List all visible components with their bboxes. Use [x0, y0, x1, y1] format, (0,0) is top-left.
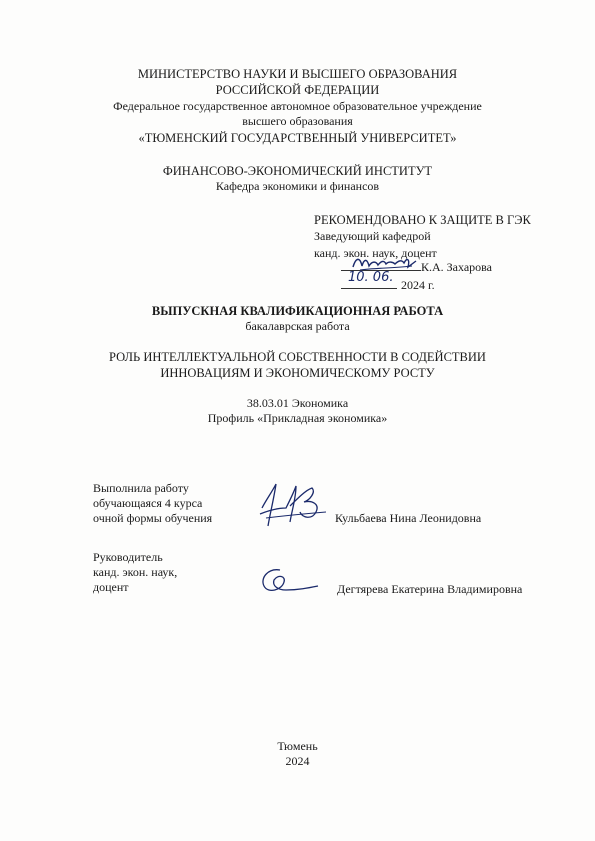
approval-block: [314, 212, 531, 261]
head-name: К.А. Захарова: [421, 260, 493, 274]
institution-line-2: высшего образования: [242, 114, 353, 128]
institute-name: ФИНАНСОВО-ЭКОНОМИЧЕСКИЙ ИНСТИТУТ: [162, 164, 433, 178]
author-line-2: обучающаяся 4 курса: [93, 496, 203, 510]
university-name: «ТЮМЕНСКИЙ ГОСУДАРСТВЕННЫЙ УНИВЕРСИТЕТ»: [138, 131, 457, 145]
author-signature-icon: [256, 478, 334, 530]
institution-line-1: Федеральное государственное автономное образовательное учреждение: [113, 99, 482, 113]
department-name: Кафедра экономики и финансов: [215, 179, 380, 193]
work-title-line-2: ИННОВАЦИЯМ И ЭКОНОМИЧЕСКОМУ РОСТУ: [160, 366, 435, 380]
author-line-1: Выполнила работу: [93, 481, 189, 495]
specialty-block: [0, 396, 595, 426]
institute-block: [0, 163, 595, 194]
work-title-block: [0, 349, 595, 381]
work-type-block: [0, 303, 595, 334]
author-line-3: очной формы обучения: [93, 511, 213, 525]
supervisor-signature-icon: [256, 564, 322, 596]
supervisor-line-1: Руководитель: [93, 550, 163, 564]
author-block: [93, 481, 212, 526]
approval-role: Заведующий кафедрой: [314, 229, 431, 243]
supervisor-block: [93, 550, 177, 595]
work-type: ВЫПУСКНАЯ КВАЛИФИКАЦИОННАЯ РАБОТА: [151, 304, 444, 318]
specialty-code: 38.03.01 Экономика: [246, 396, 349, 410]
specialty-profile: Профиль «Прикладная экономика»: [207, 411, 388, 425]
approval-degree: канд. экон. наук, доцент: [314, 246, 437, 260]
footer-year: 2024: [285, 754, 310, 768]
header-block: [0, 66, 595, 146]
author-name: Кульбаева Нина Леонидовна: [335, 511, 482, 525]
ministry-line-2: РОССИЙСКОЙ ФЕДЕРАЦИИ: [215, 83, 380, 97]
footer-city: Тюмень: [277, 739, 318, 753]
approval-title: РЕКОМЕНДОВАНО К ЗАЩИТЕ В ГЭК: [314, 213, 531, 227]
supervisor-name: Дегтярева Екатерина Владимировна: [337, 582, 523, 596]
footer-block: [0, 739, 595, 769]
supervisor-line-3: доцент: [93, 580, 129, 594]
approval-year: 2024 г.: [401, 278, 435, 292]
supervisor-line-2: канд. экон. наук,: [93, 565, 178, 579]
handwritten-date: 10. 06.: [348, 270, 394, 285]
work-title-line-1: РОЛЬ ИНТЕЛЛЕКТУАЛЬНОЙ СОБСТВЕННОСТИ В СОДЕЙСТВИИ: [109, 350, 486, 364]
work-subtype: бакалаврская работа: [245, 319, 350, 333]
ministry-line-1: МИНИСТЕРСТВО НАУКИ И ВЫСШЕГО ОБРАЗОВАНИЯ: [137, 67, 458, 81]
